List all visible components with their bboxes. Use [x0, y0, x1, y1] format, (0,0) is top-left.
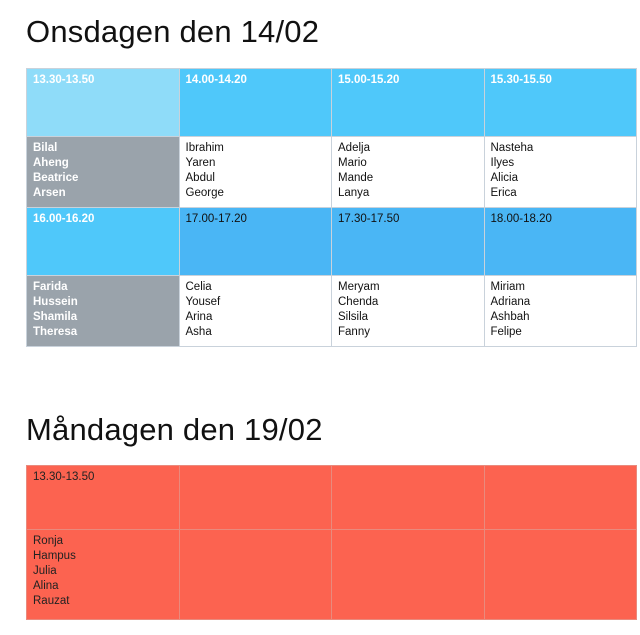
empty-cell — [332, 466, 485, 530]
student-name: Meryam — [338, 281, 380, 293]
student-name: Asha — [185, 326, 212, 338]
names-cell — [179, 276, 332, 347]
names-cell — [27, 530, 180, 620]
student-name: Silsila — [338, 311, 369, 323]
student-name: Lanya — [338, 187, 370, 199]
time-row — [27, 466, 637, 530]
time-slot-cell — [484, 69, 637, 137]
student-name: Rauzat — [33, 595, 70, 607]
time-slot-cell — [332, 69, 485, 137]
time-slot-cell — [27, 466, 180, 530]
names-row — [27, 137, 637, 208]
time-slot: 13.30-13.50 — [33, 74, 95, 86]
time-slot: 15.00-15.20 — [338, 74, 400, 86]
time-slot: 13.30-13.50 — [33, 471, 95, 483]
student-name: Farida — [33, 281, 68, 293]
empty-cell — [484, 530, 637, 620]
names-cell — [27, 137, 180, 208]
student-name: Theresa — [33, 326, 78, 338]
time-slot-cell — [27, 208, 180, 276]
names-cell — [332, 276, 485, 347]
time-slot: 15.30-15.50 — [490, 74, 552, 86]
student-name: Chenda — [338, 296, 379, 308]
student-name: Arsen — [33, 187, 66, 199]
student-name: Alicia — [490, 172, 518, 184]
student-name: Fanny — [338, 326, 370, 338]
student-name: Mario — [338, 157, 367, 169]
student-name: Julia — [33, 565, 57, 577]
time-row — [27, 208, 637, 276]
student-name: Miriam — [490, 281, 525, 293]
student-name: Ronja — [33, 535, 64, 547]
student-name: Adelja — [338, 142, 370, 154]
student-name: Ilyes — [490, 157, 515, 169]
student-name: Yousef — [185, 296, 221, 308]
time-slot: 17.00-17.20 — [185, 213, 247, 225]
empty-cell — [179, 466, 332, 530]
student-name: Arina — [185, 311, 213, 323]
student-name: Beatrice — [33, 172, 79, 184]
names-cell — [179, 137, 332, 208]
names-cell — [332, 137, 485, 208]
time-slot-cell — [179, 69, 332, 137]
time-slot: 14.00-14.20 — [185, 74, 247, 86]
student-name: Celia — [185, 281, 212, 293]
time-slot-cell — [179, 208, 332, 276]
time-slot: 18.00-18.20 — [490, 213, 552, 225]
schedule-table-wednesday — [26, 68, 637, 347]
student-name: Ibrahim — [185, 142, 224, 154]
names-cell — [484, 137, 637, 208]
names-row — [27, 530, 637, 620]
section1-title: Onsdagen den 14/02 — [26, 14, 320, 49]
time-slot-cell — [27, 69, 180, 137]
empty-cell — [484, 466, 637, 530]
names-row — [27, 276, 637, 347]
time-slot-cell — [484, 208, 637, 276]
empty-cell — [179, 530, 332, 620]
names-cell — [27, 276, 180, 347]
student-name: Aheng — [33, 157, 69, 169]
student-name: Felipe — [490, 326, 522, 338]
student-name: Bilal — [33, 142, 58, 154]
student-name: Shamila — [33, 311, 78, 323]
student-name: Mande — [338, 172, 374, 184]
time-slot: 16.00-16.20 — [33, 213, 95, 225]
student-name: Alina — [33, 580, 59, 592]
student-name: Adriana — [490, 296, 531, 308]
student-name: Yaren — [185, 157, 216, 169]
student-name: George — [185, 187, 224, 199]
time-row — [27, 69, 637, 137]
schedule-table-monday — [26, 465, 637, 620]
time-slot-cell — [332, 208, 485, 276]
student-name: Ashbah — [490, 311, 530, 323]
student-name: Hussein — [33, 296, 78, 308]
section2-title: Måndagen den 19/02 — [26, 412, 323, 447]
names-cell — [484, 276, 637, 347]
time-slot: 17.30-17.50 — [338, 213, 400, 225]
student-name: Erica — [490, 187, 517, 199]
empty-cell — [332, 530, 485, 620]
student-name: Hampus — [33, 550, 76, 562]
student-name: Nasteha — [490, 142, 534, 154]
student-name: Abdul — [185, 172, 215, 184]
